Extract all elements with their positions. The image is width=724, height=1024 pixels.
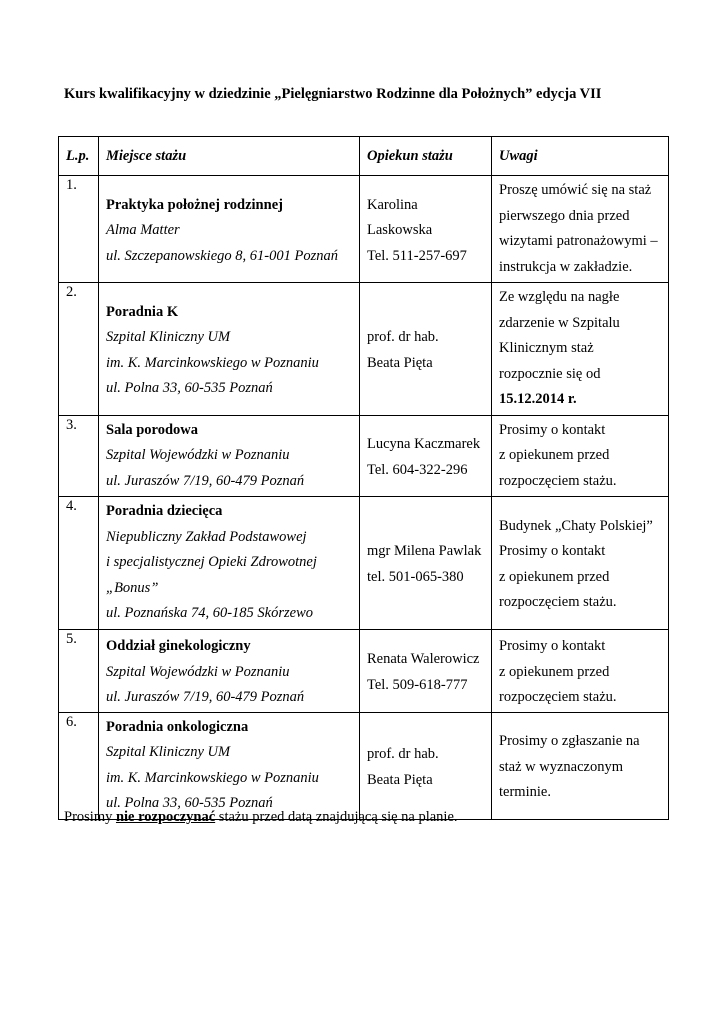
place-cell [99, 629, 360, 712]
table-row [59, 712, 669, 819]
note-line: rozpoczęciem stażu. [499, 472, 617, 489]
place-cell [99, 176, 360, 283]
tutor-line: prof. dr hab. [367, 746, 439, 762]
row-number: 3. [66, 416, 77, 433]
place-address: ul. Juraszów 7/19, 60-479 Poznań [106, 472, 305, 489]
place-institution-detail: im. K. Marcinkowskiego w Poznaniu [106, 769, 319, 786]
note-line: Klinicznym staż [499, 340, 594, 356]
table-row [59, 283, 669, 416]
note-line: Prosimy o kontakt [499, 543, 606, 560]
footer-text-before: Prosimy [64, 809, 116, 825]
place-name: Poradnia K [106, 303, 179, 320]
row-number-cell [59, 415, 99, 497]
note-start-date: 15.12.2014 r. [499, 391, 577, 407]
place-name: Oddział ginekologiczny [106, 638, 251, 655]
table-header-row [59, 137, 669, 176]
place-cell [99, 712, 360, 819]
table-row [59, 176, 669, 283]
place-institution: Szpital Wojewódzki w Poznaniu [106, 447, 290, 463]
note-line: Prosimy o zgłaszanie na [499, 733, 640, 750]
header-notes: Uwagi [492, 137, 669, 176]
place-institution: Szpital Kliniczny UM [106, 329, 231, 346]
row-number-cell [59, 629, 99, 712]
tutor-phone: Tel. 604-322-296 [367, 461, 468, 478]
note-line: wizytami patronażowymi – [499, 233, 658, 249]
notes-cell [492, 415, 669, 497]
place-institution: Alma Matter [106, 222, 180, 239]
table-row [59, 629, 669, 712]
header-tutor: Opiekun stażu [360, 137, 492, 176]
header-lp: L.p. [59, 137, 99, 176]
tutor-cell [360, 497, 492, 630]
note-line: instrukcja w zakładzie. [499, 258, 633, 275]
notes-cell [492, 629, 669, 712]
footer-note [64, 809, 684, 826]
place-institution: Szpital Kliniczny UM [106, 744, 231, 760]
note-line: Budynek „Chaty Polskiej” [499, 517, 653, 534]
note-line: z opiekunem przed [499, 568, 610, 585]
place-address: ul. Polna 33, 60-535 Poznań [106, 795, 273, 811]
table-row [59, 497, 669, 630]
note-line: Prosimy o kontakt [499, 638, 606, 655]
note-line: Proszę umówić się na staż [499, 182, 652, 198]
row-number: 4. [66, 498, 77, 514]
place-institution-detail: i specjalistycznej Opieki Zdrowotnej [106, 554, 317, 570]
note-line: zdarzenie w Szpitalu [499, 314, 620, 331]
tutor-line: mgr Milena Pawlak [367, 543, 482, 560]
row-number: 1. [66, 177, 77, 193]
notes-cell [492, 176, 669, 283]
place-institution: Szpital Wojewódzki w Poznaniu [106, 663, 290, 680]
row-number-cell [59, 712, 99, 819]
tutor-line: Laskowska [367, 222, 433, 239]
note-line: z opiekunem przed [499, 447, 610, 463]
tutor-line: prof. dr hab. [367, 329, 439, 346]
place-address: ul. Juraszów 7/19, 60-479 Poznań [106, 689, 305, 706]
tutor-phone: tel. 501-065-380 [367, 568, 464, 585]
document-title: Kurs kwalifikacyjny w dziedzinie „Pielęgniarstwo Rodzinne dla Położnych” edycja VII [64, 86, 602, 102]
note-line: rozpoczęciem stażu. [499, 689, 617, 706]
row-number-cell [59, 497, 99, 630]
tutor-cell [360, 283, 492, 416]
notes-cell [492, 712, 669, 819]
tutor-phone: Tel. 509-618-777 [367, 676, 468, 693]
tutor-line: Lucyna Kaczmarek [367, 436, 481, 453]
header-place: Miejsce stażu [99, 137, 360, 176]
row-number: 6. [66, 713, 77, 730]
notes-cell [492, 283, 669, 416]
place-institution: Niepubliczny Zakład Podstawowej [106, 528, 307, 545]
tutor-cell [360, 176, 492, 283]
place-institution-detail: im. K. Marcinkowskiego w Poznaniu [106, 354, 319, 371]
tutor-cell [360, 415, 492, 497]
tutor-line: Beata Pięta [367, 354, 433, 371]
row-number-cell [59, 283, 99, 416]
tutor-line: Renata Walerowicz [367, 651, 480, 667]
tutor-line: Karolina [367, 196, 418, 213]
tutor-line: Beata Pięta [367, 771, 433, 788]
tutor-phone: Tel. 511-257-697 [367, 247, 467, 264]
place-cell [99, 497, 360, 630]
row-number: 5. [66, 630, 77, 647]
place-address: ul. Polna 33, 60-535 Poznań [106, 380, 273, 397]
note-line: terminie. [499, 784, 551, 801]
place-name: Poradnia dziecięca [106, 503, 223, 519]
footer-text-after: stażu przed datą znajdującą się na planie. [215, 809, 458, 825]
note-line: staż w wyznaczonym [499, 758, 624, 775]
note-line: pierwszego dnia przed [499, 207, 630, 224]
footer-emphasis: nie rozpoczynać [115, 809, 216, 825]
place-address: ul. Szczepanowskiego 8, 61-001 Poznań [106, 247, 338, 264]
note-line: Ze względu na nagłe [499, 289, 620, 305]
row-number: 2. [66, 284, 77, 300]
place-institution-name: „Bonus” [106, 579, 159, 596]
notes-cell [492, 497, 669, 630]
internship-table [58, 136, 669, 820]
tutor-cell [360, 712, 492, 819]
place-cell [99, 283, 360, 416]
tutor-cell [360, 629, 492, 712]
place-name: Poradnia onkologiczna [106, 718, 249, 735]
row-number-cell [59, 176, 99, 283]
place-address: ul. Poznańska 74, 60-185 Skórzewo [106, 605, 314, 621]
table-row [59, 415, 669, 497]
note-line: z opiekunem przed [499, 663, 610, 680]
place-name: Sala porodowa [106, 421, 198, 438]
note-line: Prosimy o kontakt [499, 421, 606, 438]
note-line: rozpocznie się od [499, 365, 601, 382]
note-line: rozpoczęciem stażu. [499, 594, 617, 611]
place-cell [99, 415, 360, 497]
place-name: Praktyka położnej rodzinnej [106, 196, 283, 213]
